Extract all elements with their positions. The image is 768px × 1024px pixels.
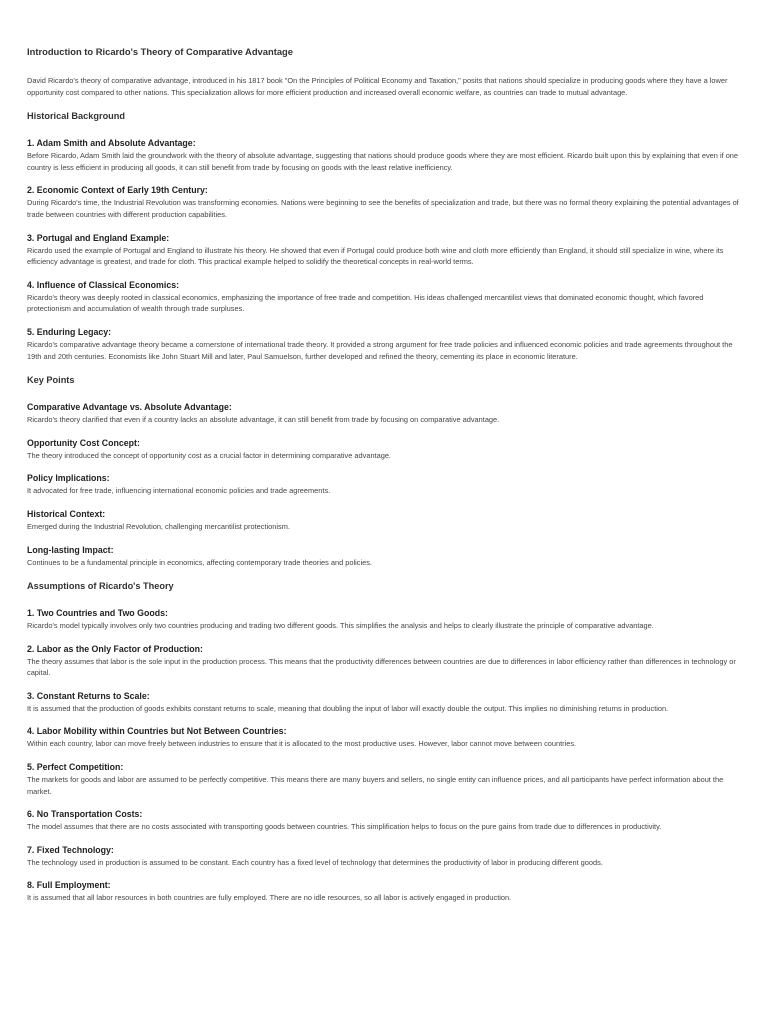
item-text: The theory introduced the concept of opportunity cost as a crucial factor in determining comparative advantage. <box>27 450 391 460</box>
item-title: 7. Fixed Technology: <box>27 844 114 855</box>
key-points-section <box>27 374 741 568</box>
list-item <box>27 185 741 220</box>
item-text: During Ricardo's time, the Industrial Revolution was transforming economies. Nations were beginning to see the benefits of specialization and trade, but there was no formal theory explaining the potential advantages of trade between countries with different production capabilities. <box>27 198 739 219</box>
item-title: 4. Influence of Classical Economics: <box>27 279 180 290</box>
item-text: Ricardo's theory clarified that even if a country lacks an absolute advantage, it can still benefit from trade by focusing on comparative advantage. <box>27 415 500 425</box>
historical-background-section <box>27 110 741 362</box>
item-text: Ricardo used the example of Portugal and England to illustrate his theory. He showed that even if Portugal could produce both wine and cloth more efficiently than England, it should still specialize in wine, where its efficiency advantage is greatest, and trade for cloth. This practical example helped to solidify the theoretical concepts in real-world terms. <box>27 245 724 267</box>
list-item <box>27 762 741 797</box>
item-text: Ricardo's comparative advantage theory became a cornerstone of international trade theory. It provided a strong argument for free trade policies and influenced economic policies and trade agreements throughout the 19th and 20th centuries. Economists like John Stuart Mill and later, Paul Samuelson, further developed and refined the theory, cementing its place in economic literature. <box>27 339 733 361</box>
list-item <box>27 327 741 362</box>
list-item <box>27 402 741 426</box>
section-heading: Assumptions of Ricardo's Theory <box>27 581 174 592</box>
item-text: The theory assumes that labor is the sole input in the production process. This means that the productivity differences between countries are due to differences in labor efficiency rather than differences in technology or capital. <box>27 656 736 678</box>
item-text: Before Ricardo, Adam Smith laid the groundwork with the theory of absolute advantage, suggesting that nations should produce goods where they are most efficient. Ricardo built upon this by explaining that even if one country is less efficient in producing all goods, it can still benefit from trade by focusing on goods with the least relative inefficiency. <box>27 151 739 172</box>
list-item <box>27 280 741 315</box>
item-text: It is assumed that the production of goods exhibits constant returns to scale, meaning that doubling the input of labor will exactly double the output. This implies no diminishing returns in production. <box>27 703 669 713</box>
item-title: 2. Labor as the Only Factor of Production: <box>27 643 203 654</box>
item-text: The markets for goods and labor are assumed to be perfectly competitive. This means there are many buyers and sellers, no single entity can influence prices, and all participants have perfect information about the market. <box>27 775 724 796</box>
item-title: 6. No Transportation Costs: <box>27 809 143 820</box>
item-text: Ricardo's model typically involves only two countries producing and trading two different goods. This simplifies the analysis and helps to clearly illustrate the principle of comparative advantage. <box>27 621 654 631</box>
item-text: Ricardo's theory was deeply rooted in classical economics, emphasizing the importance of free trade and competition. His ideas challenged mercantilist views that dominated economic thought, which favored protectionism and accumulation of wealth through trade surpluses. <box>27 292 704 314</box>
list-item <box>27 138 741 173</box>
list-item <box>27 545 741 569</box>
item-title: 5. Enduring Legacy: <box>27 326 112 337</box>
list-item <box>27 233 741 268</box>
item-title: 3. Portugal and England Example: <box>27 232 170 243</box>
item-text: Emerged during the Industrial Revolution, challenging mercantilist protectionism. <box>27 521 290 531</box>
list-item <box>27 880 741 904</box>
section-heading: Key Points <box>27 375 75 386</box>
list-item <box>27 809 741 833</box>
list-item <box>27 608 741 632</box>
item-text: The technology used in production is assumed to be constant. Each country has a fixed level of technology that determines the productivity of labor in producing different goods. <box>27 857 603 867</box>
list-item <box>27 845 741 869</box>
item-text: It advocated for free trade, influencing international economic policies and trade agreements. <box>27 486 331 496</box>
item-text: Within each country, labor can move freely between industries to ensure that it is allocated to the most productive uses. However, labor cannot move between countries. <box>27 739 577 749</box>
item-title: Comparative Advantage vs. Absolute Advantage: <box>27 402 232 413</box>
list-item <box>27 473 741 497</box>
item-title: 4. Labor Mobility within Countries but Not Between Countries: <box>27 726 287 737</box>
item-title: 8. Full Employment: <box>27 880 111 891</box>
item-title: 5. Perfect Competition: <box>27 762 124 773</box>
item-title: 1. Adam Smith and Absolute Advantage: <box>27 138 196 149</box>
list-item <box>27 438 741 462</box>
item-title: Policy Implications: <box>27 473 110 484</box>
assumptions-section <box>27 580 741 904</box>
intro-paragraph: David Ricardo's theory of comparative advantage, introduced in his 1817 book "On the Principles of Political Economy and Taxation," posits that nations should specialize in producing goods where they have a lower opportunity cost compared to other nations. This specialization allows for more efficient production and increased overall economic welfare, as countries can trade to mutual advantage. <box>27 76 728 97</box>
list-item <box>27 509 741 533</box>
item-title: Long-lasting Impact: <box>27 544 114 555</box>
list-item <box>27 691 741 715</box>
item-title: Opportunity Cost Concept: <box>27 437 140 448</box>
list-item <box>27 726 741 750</box>
list-item <box>27 644 741 679</box>
item-title: Historical Context: <box>27 508 106 519</box>
item-title: 2. Economic Context of Early 19th Century: <box>27 185 208 196</box>
item-title: 1. Two Countries and Two Goods: <box>27 608 168 619</box>
item-title: 3. Constant Returns to Scale: <box>27 690 150 701</box>
item-text: Continues to be a fundamental principle in economics, affecting contemporary trade theories and policies. <box>27 557 372 567</box>
item-text: It is assumed that all labor resources in both countries are fully employed. There are no idle resources, so all labor is actively engaged in production. <box>27 893 512 903</box>
item-text: The model assumes that there are no costs associated with transporting goods between countries. This simplification helps to focus on the pure gains from trade due to differences in productivity. <box>27 822 662 832</box>
section-heading: Historical Background <box>27 111 126 122</box>
document-title: Introduction to Ricardo's Theory of Comparative Advantage <box>27 46 293 57</box>
